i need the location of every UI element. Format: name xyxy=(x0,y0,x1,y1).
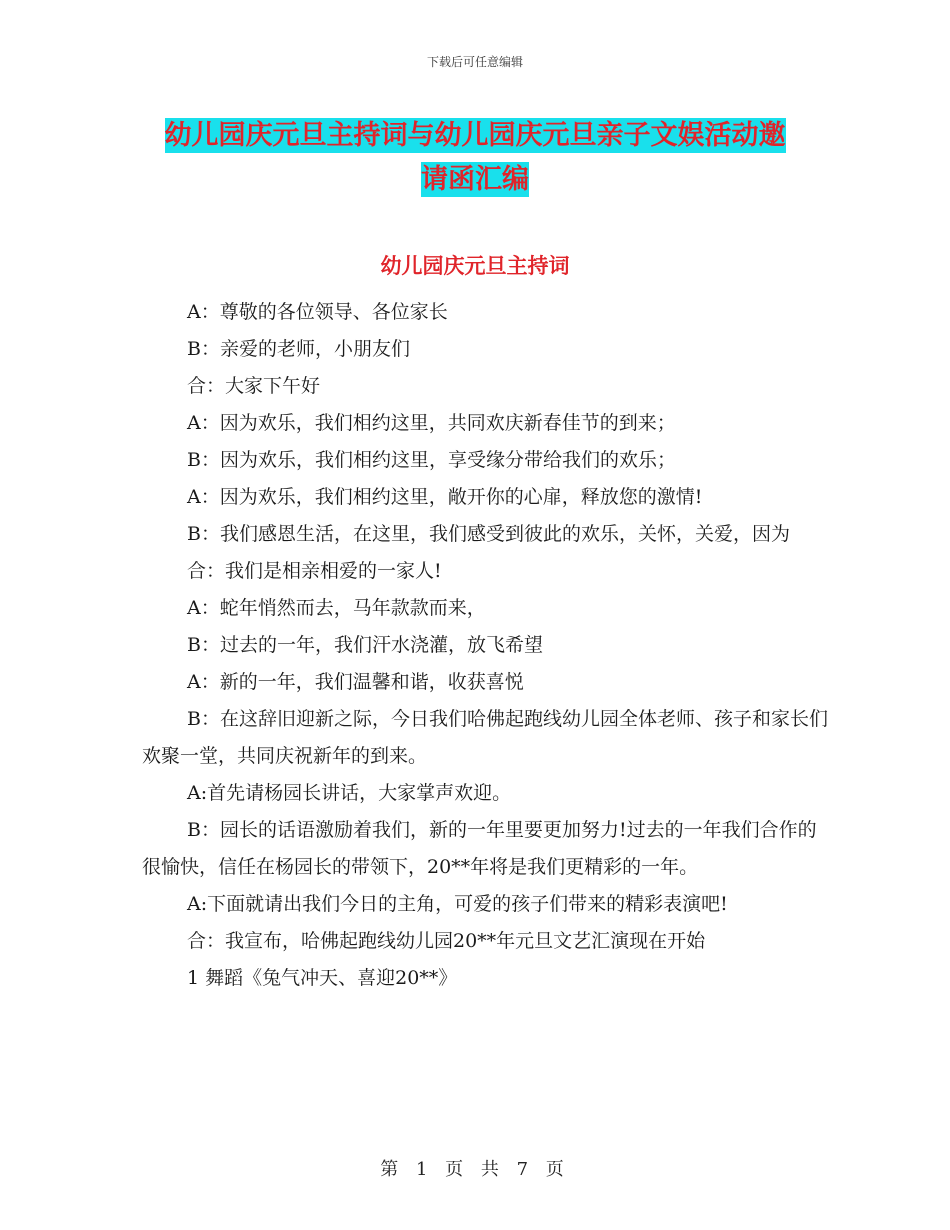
paragraph: B：亲爱的老师，小朋友们 xyxy=(187,338,410,360)
paragraph: B：过去的一年，我们汗水浇灌，放飞希望 xyxy=(187,634,543,656)
paragraph: A：尊敬的各位领导、各位家长 xyxy=(187,301,448,323)
paragraph: 合：大家下午好 xyxy=(187,375,321,397)
paragraph: B：我们感恩生活，在这里，我们感受到彼此的欢乐，关怀，关爱，因为 xyxy=(187,523,790,545)
page-header: 下载后可任意编辑 xyxy=(426,55,523,69)
title-highlight: 幼儿园庆元旦主持词与幼儿园庆元旦亲子文娱活动邀 xyxy=(164,120,786,151)
paragraph: A：新的一年，我们温馨和谐，收获喜悦 xyxy=(187,671,524,693)
document-title-line-2 xyxy=(0,157,950,196)
paragraph: A:下面就请出我们今日的主角，可爱的孩子们带来的精彩表演吧! xyxy=(187,893,728,915)
paragraph: B：园长的话语激励着我们，新的一年里要更加努力!过去的一年我们合作的很愉快，信任在杨园长的带领下，20**年将是我们更精彩的一年。 xyxy=(142,819,817,878)
title-highlight: 请函汇编 xyxy=(421,164,529,195)
section-title: 幼儿园庆元旦主持词 xyxy=(380,254,570,278)
page-footer: 第 1 页 共 7 页 xyxy=(380,1159,570,1180)
paragraph: 合：我们是相亲相爱的一家人! xyxy=(187,560,442,582)
paragraph: B：在这辞旧迎新之际，今日我们哈佛起跑线幼儿园全体老师、孩子和家长们欢聚一堂，共同庆祝新年的到来。 xyxy=(142,708,828,767)
document-body xyxy=(142,294,832,997)
paragraph: 合：我宣布，哈佛起跑线幼儿园20**年元旦文艺汇演现在开始 xyxy=(187,930,706,952)
paragraph: A：因为欢乐，我们相约这里，共同欢庆新春佳节的到来； xyxy=(187,412,676,434)
document-title-line-1 xyxy=(0,113,950,152)
paragraph: 1 舞蹈《兔气冲天、喜迎20**》 xyxy=(187,967,458,989)
paragraph: A：蛇年悄然而去，马年款款而来， xyxy=(187,597,486,619)
paragraph: A：因为欢乐，我们相约这里，敞开你的心扉，释放您的激情! xyxy=(187,486,703,508)
paragraph: B：因为欢乐，我们相约这里，享受缘分带给我们的欢乐； xyxy=(187,449,676,471)
paragraph: A:首先请杨园长讲话，大家掌声欢迎。 xyxy=(187,782,512,804)
